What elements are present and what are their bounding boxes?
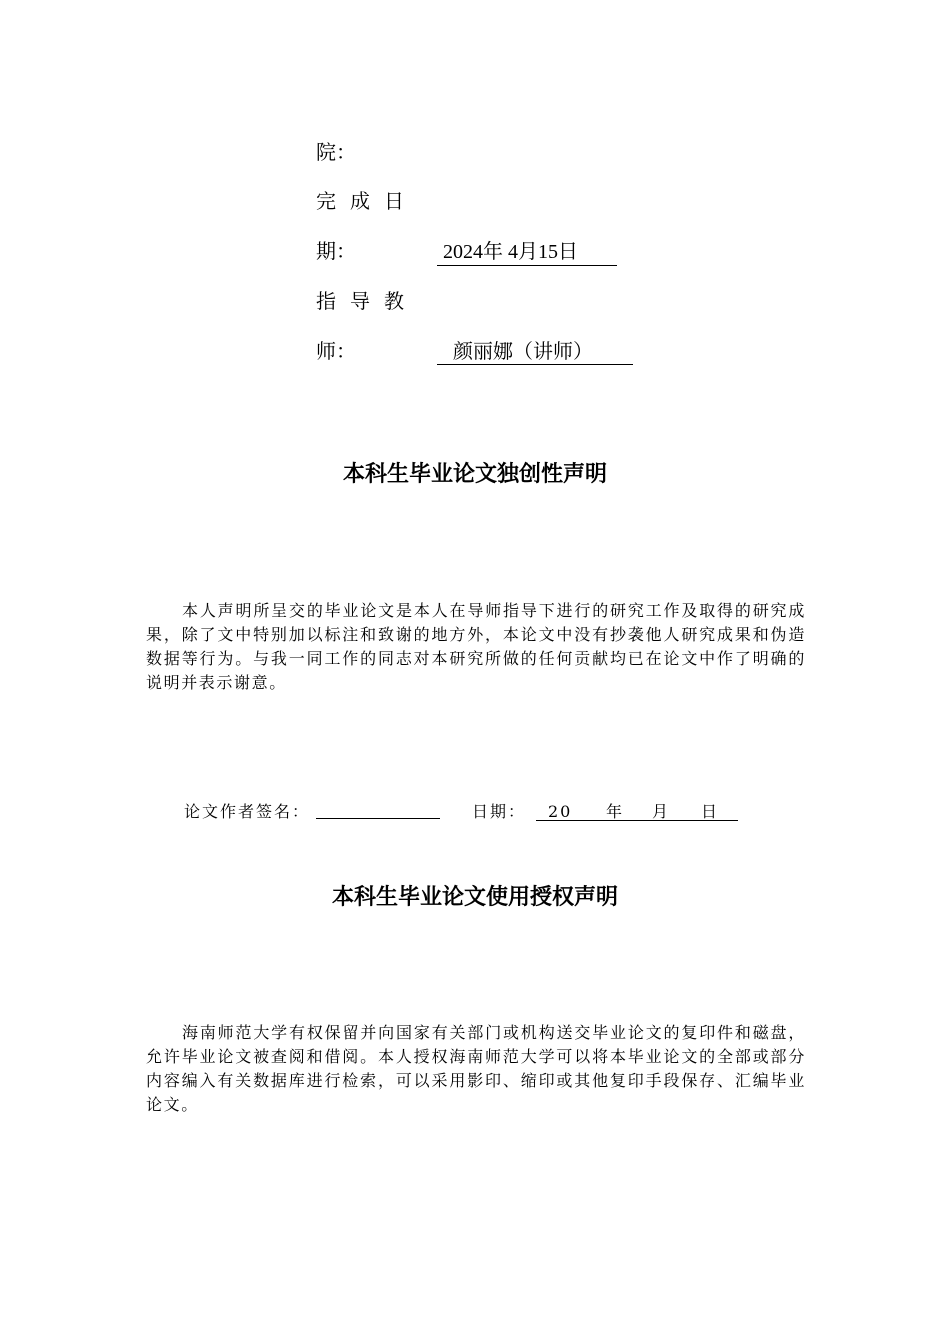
signature-date-label: 日期： (472, 802, 527, 821)
advisor-label-line2: 师： (316, 339, 356, 363)
advisor-field (437, 339, 633, 365)
day-char: 日 (701, 802, 720, 821)
completion-date-field (437, 239, 617, 266)
completion-date-label-line2: 期： (316, 239, 356, 263)
author-signature-blank (316, 818, 440, 819)
author-signature-label: 论文作者签名： (184, 802, 311, 821)
advisor-label-line1: 指导教 (316, 289, 418, 313)
year-char: 年 (606, 802, 625, 821)
month-char: 月 (652, 802, 671, 821)
originality-title: 本科生毕业论文独创性声明 (342, 462, 607, 487)
originality-paragraph: 本人声明所呈交的毕业论文是本人在导师指导下进行的研究工作及取得的研究成果，除了文中特别加以标注和致谢的地方外，本论文中没有抄袭他人研究成果和伪造数据等行为。与我一同工作的同志对本研究所做的任何贡献均已在论文中作了明确的说明并表示谢意。 (146, 601, 806, 692)
advisor-value: 颜丽娜（讲师） (453, 339, 593, 363)
authorization-paragraph: 海南师范大学有权保留并向国家有关部门或机构送交毕业论文的复印件和磁盘，允许毕业论文被查阅和借阅。本人授权海南师范大学可以将本毕业论文的全部或部分内容编入有关数据库进行检索，可以采用影印、缩印或其他复印手段保存、汇编毕业论文。 (146, 1023, 806, 1114)
completion-date-value: 2024年 4月15日 (443, 241, 578, 263)
completion-date-label-line1: 完成日 (316, 189, 418, 213)
year-prefix: 20 (548, 802, 573, 821)
college-label: 院： (316, 140, 356, 164)
signature-date-blank (536, 800, 738, 821)
authorization-title: 本科生毕业论文使用授权声明 (331, 885, 618, 910)
